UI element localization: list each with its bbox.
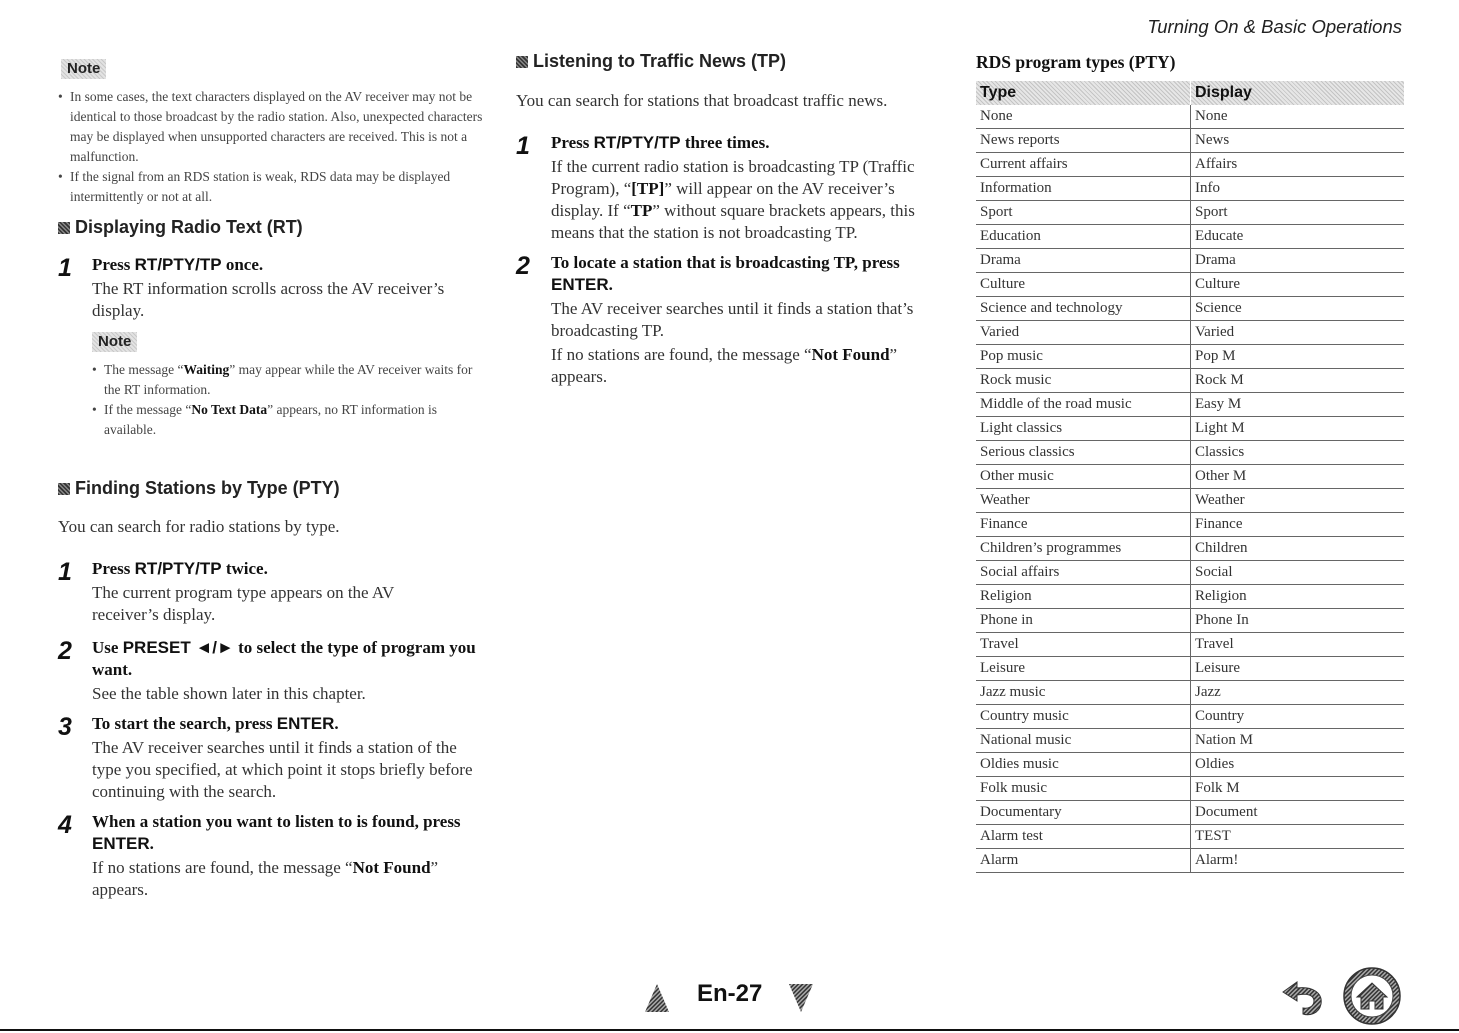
pty-display-cell: Culture [1191, 273, 1405, 297]
pty-display-cell: Phone In [1191, 609, 1405, 633]
table-row [976, 633, 1404, 657]
step-number: 4 [58, 811, 72, 839]
pty-display-cell: Sport [1191, 201, 1405, 225]
page-number: En-27 [697, 980, 763, 1007]
pty-display-cell: Educate [1191, 225, 1405, 249]
step-number: 1 [58, 254, 72, 282]
key-label: RT/PTY/TP [134, 255, 222, 274]
pty-type-cell: Culture [976, 273, 1191, 297]
pty-type-cell: Current affairs [976, 153, 1191, 177]
pty-display-cell: Country [1191, 705, 1405, 729]
pty-type-cell: Travel [976, 633, 1191, 657]
pty-type-cell: Drama [976, 249, 1191, 273]
pty-type-cell: Folk music [976, 777, 1191, 801]
pty-display-cell: Pop M [1191, 345, 1405, 369]
pty-type-cell: Jazz music [976, 681, 1191, 705]
pty-type-cell: Alarm test [976, 825, 1191, 849]
key-label: ENTER [551, 275, 609, 294]
table-row [976, 753, 1404, 777]
note-badge: Note [61, 59, 106, 79]
pty-display-cell: Info [1191, 177, 1405, 201]
step-number: 3 [58, 713, 72, 741]
prev-page-triangle-icon[interactable] [645, 984, 669, 1012]
table-row [976, 321, 1404, 345]
pty-type-cell: Leisure [976, 657, 1191, 681]
table-row [976, 225, 1404, 249]
step-body: The AV receiver searches until it finds a station that’s broadcasting TP. [551, 299, 914, 340]
table-row [976, 129, 1404, 153]
step-title: Press RT/PTY/TP twice. [92, 559, 268, 578]
step-body: See the table shown later in this chapter. [92, 684, 366, 703]
pty-type-cell: Finance [976, 513, 1191, 537]
table-row [976, 513, 1404, 537]
section-heading-text: Displaying Radio Text (RT) [75, 217, 303, 237]
step-number: 2 [516, 252, 530, 280]
pty-display-cell: News [1191, 129, 1405, 153]
table-row [976, 849, 1404, 873]
pty-display-cell: Folk M [1191, 777, 1405, 801]
table-row [976, 441, 1404, 465]
rt-step-1 [58, 254, 483, 322]
table-row [976, 249, 1404, 273]
pty-type-cell: Oldies music [976, 753, 1191, 777]
step-title: Press RT/PTY/TP once. [92, 255, 264, 274]
pty-step-3 [58, 713, 483, 803]
pty-type-cell: Children’s programmes [976, 537, 1191, 561]
table-row [976, 561, 1404, 585]
pty-type-cell: Sport [976, 201, 1191, 225]
step-body: The current program type appears on the AV receiver’s display. [92, 583, 394, 624]
pty-display-cell: Social [1191, 561, 1405, 585]
pty-type-cell: Serious classics [976, 441, 1191, 465]
pty-type-cell: None [976, 105, 1191, 129]
pty-type-cell: Alarm [976, 849, 1191, 873]
key-label: ENTER [276, 714, 335, 733]
section-heading-pty [58, 478, 340, 499]
table-row [976, 201, 1404, 225]
note-badge: Note [92, 332, 137, 352]
pty-type-cell: Middle of the road music [976, 393, 1191, 417]
table-row [976, 153, 1404, 177]
pty-type-cell: Information [976, 177, 1191, 201]
pty-display-cell: Jazz [1191, 681, 1405, 705]
step-title: To start the search, press ENTER. [92, 714, 339, 733]
pty-display-cell: Classics [1191, 441, 1405, 465]
table-row [976, 825, 1404, 849]
pty-type-cell: Science and technology [976, 297, 1191, 321]
table-row [976, 273, 1404, 297]
pty-type-cell: Weather [976, 489, 1191, 513]
key-label: ENTER [92, 834, 150, 853]
pty-type-cell: Light classics [976, 417, 1191, 441]
table-row [976, 417, 1404, 441]
pty-display-cell: Leisure [1191, 657, 1405, 681]
pty-display-cell: None [1191, 105, 1405, 129]
pty-display-cell: Children [1191, 537, 1405, 561]
table-row [976, 105, 1404, 129]
note-list [58, 87, 483, 207]
pty-display-cell: Alarm! [1191, 849, 1405, 873]
pty-type-cell: News reports [976, 129, 1191, 153]
pty-intro: You can search for radio stations by type. [58, 517, 340, 536]
section-heading-rt [58, 217, 303, 238]
pty-step-1 [58, 558, 483, 626]
pty-display-cell: Varied [1191, 321, 1405, 345]
step-title: Use PRESET ◄/► to select the type of program you want. [92, 638, 476, 679]
step-body: The AV receiver searches until it finds a station of the type you specified, at which point it stops briefly before continuing with the search. [92, 738, 473, 801]
pty-type-cell: Country music [976, 705, 1191, 729]
step-number: 2 [58, 637, 72, 665]
tp-intro: You can search for stations that broadcast traffic news. [516, 91, 888, 110]
step-body: The RT information scrolls across the AV receiver’s display. [92, 279, 445, 320]
tp-step-2 [516, 252, 941, 388]
pty-type-cell: Social affairs [976, 561, 1191, 585]
pty-type-cell: Religion [976, 585, 1191, 609]
section-square-icon [58, 222, 70, 234]
rt-note-list [92, 360, 483, 440]
table-row [976, 297, 1404, 321]
table-row [976, 801, 1404, 825]
column-header-display: Display [1191, 81, 1405, 105]
note-item: • In some cases, the text characters displayed on the AV receiver may not be identical to those broadcast by the radio station. Also, unexpected characters may be displayed when unsupported characters are received. This is not a malfunction. [58, 87, 483, 167]
pty-type-cell: Education [976, 225, 1191, 249]
pty-type-cell: Other music [976, 465, 1191, 489]
table-row [976, 465, 1404, 489]
note-item: • The message “Waiting” may appear while the AV receiver waits for the RT information. [92, 360, 483, 400]
next-page-triangle-icon[interactable] [789, 984, 813, 1012]
step-body: If no stations are found, the message “Not Found” appears. [551, 345, 898, 386]
table-row [976, 177, 1404, 201]
table-row [976, 609, 1404, 633]
pty-type-cell: Documentary [976, 801, 1191, 825]
pty-display-cell: Science [1191, 297, 1405, 321]
home-icon[interactable] [1342, 966, 1402, 1026]
pty-type-cell: Rock music [976, 369, 1191, 393]
pty-step-4 [58, 811, 483, 901]
step-title: Press RT/PTY/TP three times. [551, 133, 770, 152]
step-body: If the current radio station is broadcasting TP (Traffic Program), “[TP]” will appear on the AV receiver’s display. If “TP” without square brackets appears, this means that the station is not broadcasting TP. [551, 157, 915, 242]
pty-table [976, 81, 1404, 873]
key-label: RT/PTY/TP [134, 559, 222, 578]
pty-display-cell: Travel [1191, 633, 1405, 657]
pty-display-cell: Affairs [1191, 153, 1405, 177]
table-row [976, 369, 1404, 393]
key-label: RT/PTY/TP [593, 133, 681, 152]
pty-display-cell: Finance [1191, 513, 1405, 537]
pty-type-cell: National music [976, 729, 1191, 753]
table-row [976, 537, 1404, 561]
table-row [976, 489, 1404, 513]
table-row [976, 345, 1404, 369]
pty-display-cell: TEST [1191, 825, 1405, 849]
pty-table-title: RDS program types (PTY) [976, 52, 1176, 72]
table-row [976, 393, 1404, 417]
column-header-type: Type [976, 81, 1191, 105]
note-item: • If the message “No Text Data” appears, no RT information is available. [92, 400, 483, 440]
section-square-icon [516, 56, 528, 68]
pty-display-cell: Light M [1191, 417, 1405, 441]
tp-step-1 [516, 132, 941, 244]
table-header-row [976, 81, 1404, 105]
pty-display-cell: Drama [1191, 249, 1405, 273]
step-number: 1 [58, 558, 72, 586]
pty-table-body [976, 105, 1404, 873]
key-label: PRESET ◄/► [122, 638, 234, 657]
section-heading-text: Finding Stations by Type (PTY) [75, 478, 340, 498]
pty-display-cell: Nation M [1191, 729, 1405, 753]
table-row [976, 681, 1404, 705]
step-number: 1 [516, 132, 530, 160]
pty-step-2 [58, 637, 483, 705]
section-square-icon [58, 483, 70, 495]
step-title: To locate a station that is broadcasting TP, press ENTER. [551, 253, 900, 294]
table-row [976, 657, 1404, 681]
pty-display-cell: Other M [1191, 465, 1405, 489]
section-heading-tp [516, 51, 786, 72]
pty-display-cell: Document [1191, 801, 1405, 825]
pty-display-cell: Oldies [1191, 753, 1405, 777]
pty-type-cell: Pop music [976, 345, 1191, 369]
pty-display-cell: Rock M [1191, 369, 1405, 393]
table-row [976, 729, 1404, 753]
pty-display-cell: Easy M [1191, 393, 1405, 417]
pty-type-cell: Phone in [976, 609, 1191, 633]
section-heading-text: Listening to Traffic News (TP) [533, 51, 787, 71]
table-row [976, 777, 1404, 801]
running-header: Turning On & Basic Operations [1147, 16, 1402, 37]
pty-display-cell: Religion [1191, 585, 1405, 609]
table-row [976, 705, 1404, 729]
page-bottom-rule [0, 1029, 1459, 1031]
pty-display-cell: Weather [1191, 489, 1405, 513]
note-item: • If the signal from an RDS station is weak, RDS data may be displayed intermittently or not at all. [58, 167, 483, 207]
pty-type-cell: Varied [976, 321, 1191, 345]
step-body: If no stations are found, the message “Not Found” appears. [92, 858, 439, 899]
back-arrow-icon[interactable] [1279, 978, 1329, 1018]
table-row [976, 585, 1404, 609]
step-title: When a station you want to listen to is found, press ENTER. [92, 812, 461, 853]
